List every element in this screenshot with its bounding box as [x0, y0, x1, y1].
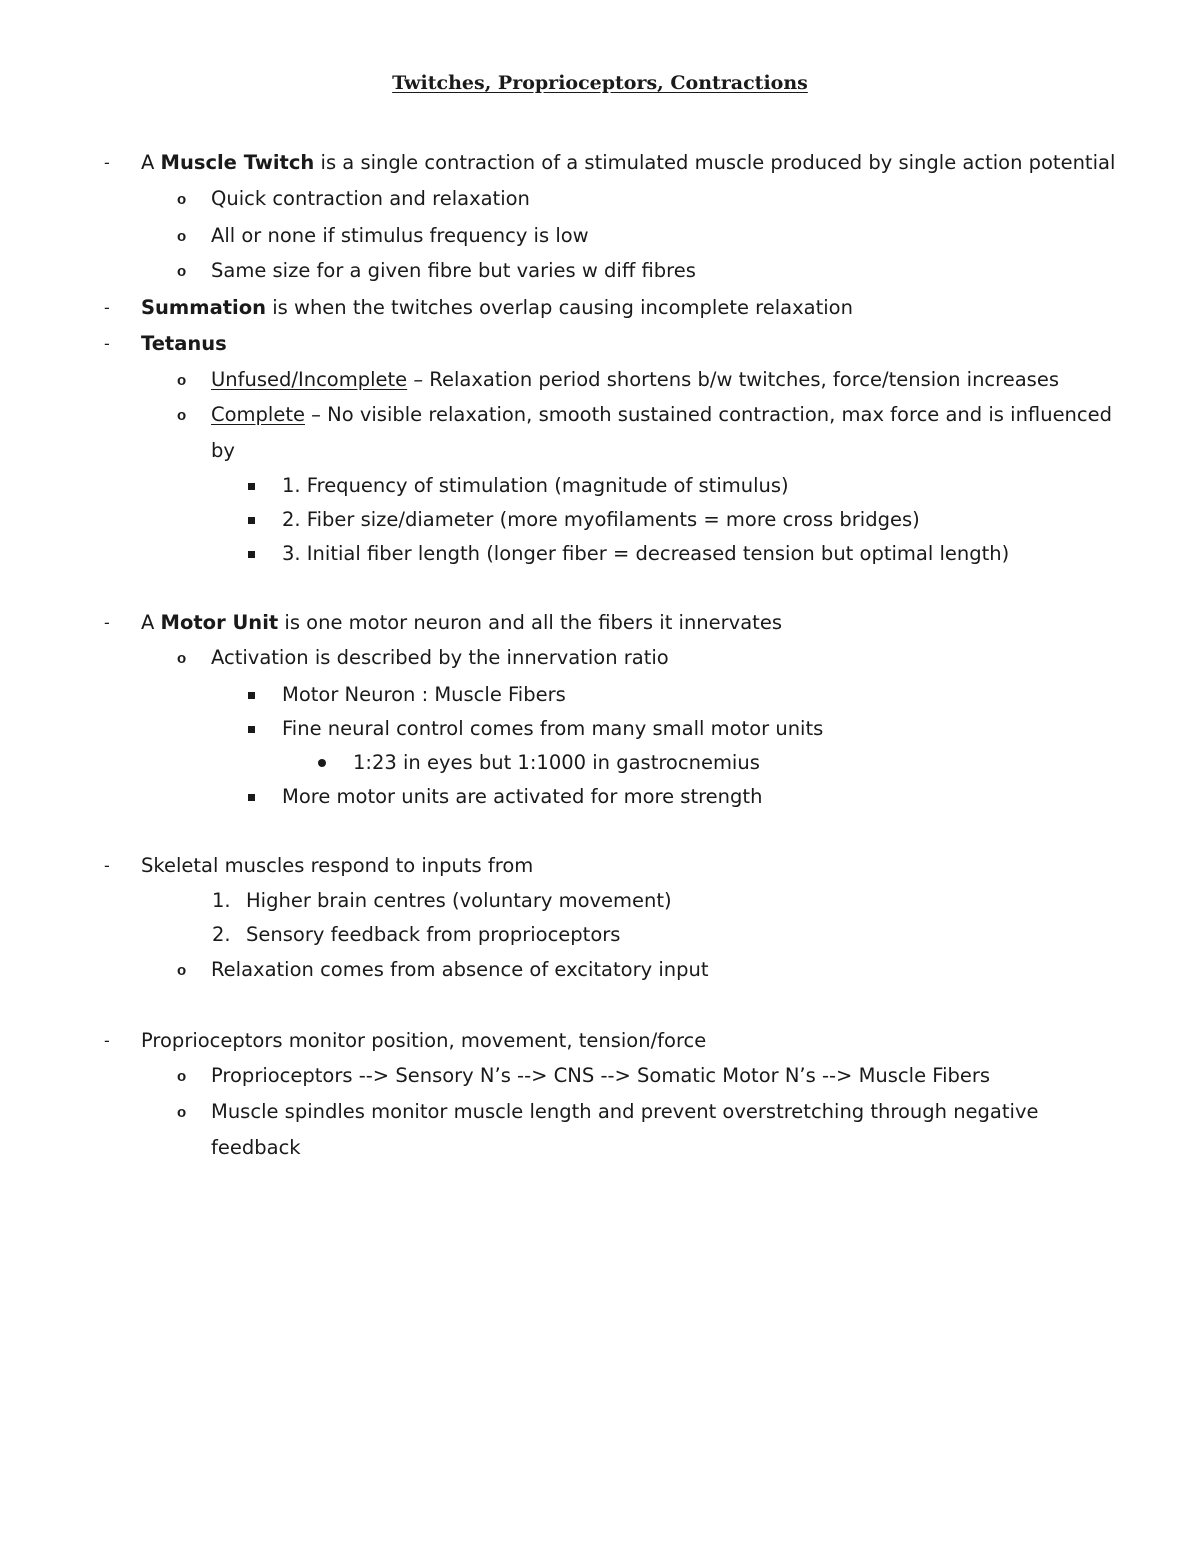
term-summation: Summation — [141, 296, 267, 319]
term-tetanus: Tetanus — [141, 332, 227, 355]
list-number: 1. — [212, 889, 231, 912]
list-item-complete: Complete – No visible relaxation, smooth sustained contraction, max force and is influenced — [211, 403, 1113, 426]
term-unfused-incomplete: Unfused/Incomplete — [211, 368, 408, 391]
circle-bullet: o — [177, 1104, 187, 1121]
list-item: Proprioceptors --> Sensory N’s --> CNS --> Somatic Motor N’s --> Muscle Fibers — [211, 1064, 991, 1087]
dash-bullet: - — [104, 613, 110, 632]
list-item: Same size for a given fibre but varies w diff fibres — [211, 259, 696, 282]
list-item: Motor Neuron : Muscle Fibers — [282, 683, 566, 706]
muscle-twitch-definition: A Muscle Twitch is a single contraction of a stimulated muscle produced by single action potential — [141, 151, 1116, 174]
square-bullet — [248, 692, 255, 699]
list-item-unfused: Unfused/Incomplete – Relaxation period shortens b/w twitches, force/tension increases — [211, 368, 1059, 391]
list-item: All or none if stimulus frequency is low — [211, 224, 589, 247]
dash-bullet: - — [104, 153, 110, 172]
list-number: 2. — [212, 923, 231, 946]
list-item: Quick contraction and relaxation — [211, 187, 530, 210]
list-item: More motor units are activated for more strength — [282, 785, 763, 808]
circle-bullet: o — [177, 1068, 187, 1085]
skeletal-muscles-text: Skeletal muscles respond to inputs from — [141, 854, 534, 877]
round-bullet — [318, 759, 326, 767]
page-title: Twitches, Proprioceptors, Contractions — [392, 72, 808, 94]
proprioceptors-text: Proprioceptors monitor position, movement, tension/force — [141, 1029, 707, 1052]
list-item: 1. Frequency of stimulation (magnitude of stimulus) — [282, 474, 789, 497]
circle-bullet: o — [177, 407, 187, 424]
list-item: 1:23 in eyes but 1:1000 in gastrocnemius — [353, 751, 760, 774]
dash-bullet: - — [104, 334, 110, 353]
list-item: Relaxation comes from absence of excitatory input — [211, 958, 709, 981]
square-bullet — [248, 794, 255, 801]
square-bullet — [248, 551, 255, 558]
square-bullet — [248, 517, 255, 524]
list-item: Muscle spindles monitor muscle length and prevent overstretching through negative — [211, 1100, 1039, 1123]
dash-bullet: - — [104, 298, 110, 317]
list-item: Higher brain centres (voluntary movement) — [246, 889, 672, 912]
circle-bullet: o — [177, 650, 187, 667]
list-item: Sensory feedback from proprioceptors — [246, 923, 621, 946]
circle-bullet: o — [177, 191, 187, 208]
summation-definition: Summation is when the twitches overlap causing incomplete relaxation — [141, 296, 853, 319]
square-bullet — [248, 726, 255, 733]
list-item-continued: feedback — [211, 1136, 301, 1159]
list-item: Fine neural control comes from many small motor units — [282, 717, 824, 740]
list-item: 3. Initial fiber length (longer fiber = decreased tension but optimal length) — [282, 542, 1010, 565]
dash-bullet: - — [104, 1031, 110, 1050]
circle-bullet: o — [177, 372, 187, 389]
circle-bullet: o — [177, 263, 187, 280]
list-item: 2. Fiber size/diameter (more myofilaments = more cross bridges) — [282, 508, 920, 531]
term-complete: Complete — [211, 403, 305, 426]
list-item-complete-continued: by — [211, 439, 235, 462]
term-motor-unit: Motor Unit — [160, 611, 279, 634]
motor-unit-definition: A Motor Unit is one motor neuron and all the fibers it innervates — [141, 611, 782, 634]
circle-bullet: o — [177, 228, 187, 245]
list-item: Activation is described by the innervation ratio — [211, 646, 669, 669]
term-muscle-twitch: Muscle Twitch — [160, 151, 315, 174]
square-bullet — [248, 483, 255, 490]
circle-bullet: o — [177, 962, 187, 979]
dash-bullet: - — [104, 856, 110, 875]
